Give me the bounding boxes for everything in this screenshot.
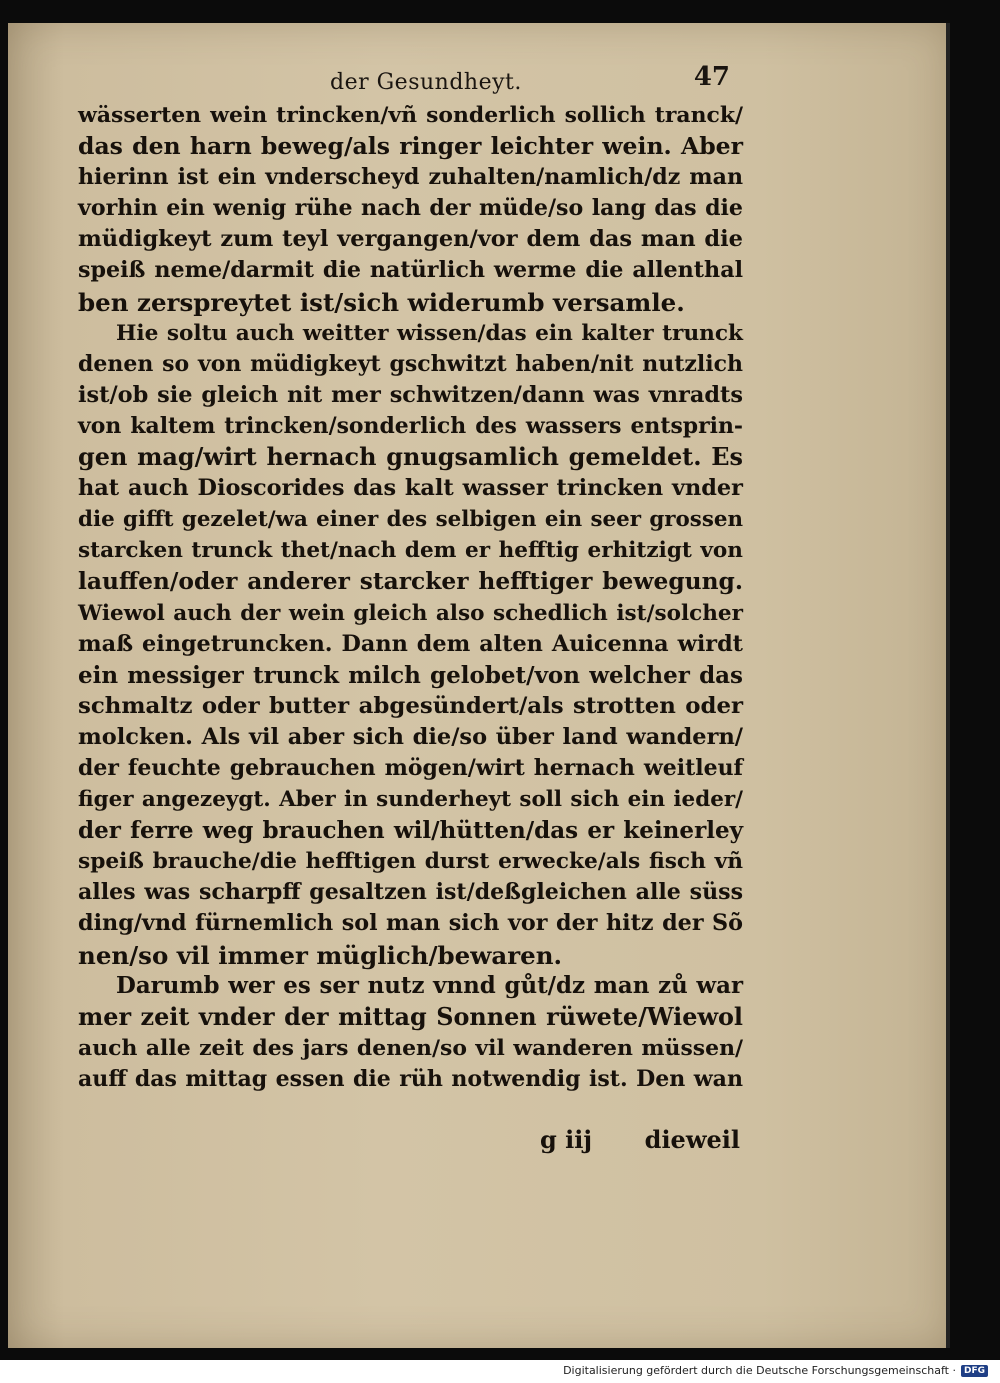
text-line: mer zeit vnder der mittag Sonnen rüwete/Wiewol — [78, 1002, 743, 1031]
text-line: Darumb wer es ser nutz vnnd gůt/dz man zů war — [116, 972, 743, 999]
text-line: alles was scharpff gesaltzen ist/deßgleichen alle süss — [78, 879, 743, 906]
page-header — [330, 62, 730, 102]
text-line: ein messiger trunck milch gelobet/von welcher das — [78, 661, 743, 689]
text-line: starcken trunck thet/nach dem er hefftig erhitzigt von — [78, 538, 743, 564]
text-line: schmaltz oder butter abgesündert/als strotten oder — [78, 692, 743, 719]
signature-mark: g iij — [540, 1125, 593, 1154]
dfg-logo-icon: DFG — [961, 1365, 988, 1377]
text-line: figer angezeygt. Aber in sunderheyt soll sich ein ieder/ — [78, 787, 743, 813]
text-line: der ferre weg brauchen wil/hütten/das er keinerley — [78, 817, 743, 845]
text-line: von kaltem trincken/sonderlich des wassers entsprin- — [78, 412, 743, 439]
text-line: hierinn ist ein vnderscheyd zuhalten/namlich/dz man — [78, 164, 743, 191]
text-line: ist/ob sie gleich nit mer schwitzen/dann was vnradts — [78, 381, 743, 408]
text-line: speiß neme/darmit die natürlich werme die allenthal — [78, 257, 743, 284]
catchword: dieweil — [644, 1125, 740, 1154]
text-line: vorhin ein wenig rühe nach der müde/so lang das die — [78, 195, 743, 222]
text-line: ding/vnd fürnemlich sol man sich vor der hitz der Sõ — [78, 910, 743, 937]
text-line: Wiewol auch der wein gleich also schedlich ist/solcher — [78, 600, 743, 626]
text-line: hat auch Dioscorides das kalt wasser trincken vnder — [78, 475, 743, 502]
text-line: denen so von müdigkeyt gschwitzt haben/nit nutzlich — [78, 350, 743, 377]
page-edge — [946, 23, 950, 1348]
text-line: Hie soltu auch weitter wissen/das ein kalter trunck — [116, 320, 743, 346]
text-line: gen mag/wirt hernach gnugsamlich gemeldet. Es — [78, 443, 743, 472]
text-line: auch alle zeit des jars denen/so vil wanderen müssen/ — [78, 1034, 743, 1061]
text-line: wässerten wein trincken/vñ sonderlich sollich tranck/ — [78, 102, 743, 128]
running-head: der Gesundheyt. — [330, 70, 522, 95]
text-line: lauffen/oder anderer starcker hefftiger bewegung. — [78, 567, 743, 596]
text-line: maß eingetruncken. Dann dem alten Auicenna wirdt — [78, 630, 743, 657]
text-line: das den harn beweg/als ringer leichter wein. Aber — [78, 132, 743, 161]
text-line: müdigkeyt zum teyl vergangen/vor dem das man die — [78, 226, 743, 253]
page-number: 47 — [693, 62, 730, 92]
text-line: speiß brauche/die hefftigen durst erwecke/als fisch vñ — [78, 849, 743, 875]
body-text — [78, 100, 743, 1095]
text-line: auff das mittag essen die rüh notwendig ist. Den wan — [78, 1065, 743, 1092]
text-line: ben zerspreytet ist/sich widerumb versamle. — [78, 287, 685, 317]
text-line: nen/so vil immer müglich/bewaren. — [78, 940, 563, 970]
text-line: die gifft gezelet/wa einer des selbigen ein seer grossen — [78, 507, 743, 533]
text-line: molcken. Als vil aber sich die/so über land wandern/ — [78, 723, 743, 750]
credit-text: Digitalisierung gefördert durch die Deutsche Forschungsgemeinschaft · — [563, 1364, 956, 1377]
text-line: der feuchte gebrauchen mögen/wirt hernach weitleuf — [78, 754, 743, 781]
digitization-credit — [563, 1364, 988, 1377]
